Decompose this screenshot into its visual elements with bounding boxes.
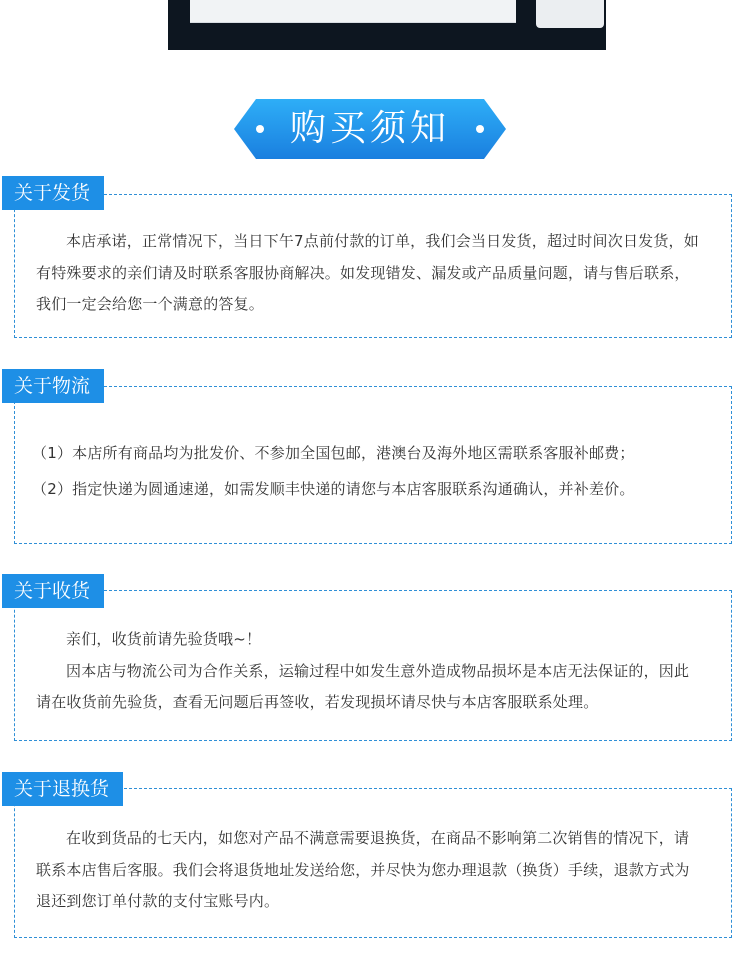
title-dot-right [476, 125, 484, 133]
section-returns-tag: 关于退换货 [2, 772, 123, 806]
title-banner [234, 99, 506, 159]
photo-panel-right [536, 0, 604, 28]
product-photo-fragment [168, 0, 606, 50]
section-receiving-body [36, 624, 700, 719]
page-title: 购买须知 [289, 108, 450, 149]
returns-paragraph: 在收到货品的七天内，如您对产品不满意需要退换货，在商品不影响第二次销售的情况下，请联系本店售后客服。我们会将退货地址发送给您，并尽快为您办理退款（换货）手续，退款方式为退还到您订单付款的支付宝账号内。 [36, 829, 690, 910]
logistics-item-1: （1）本店所有商品均为批发价、不参加全国包邮，港澳台及海外地区需联系客服补邮费； [32, 444, 635, 462]
photo-panel-left [190, 0, 516, 23]
section-receiving [14, 574, 734, 742]
section-shipping [14, 176, 734, 340]
section-logistics-body [32, 435, 696, 507]
receiving-paragraph-2: 因本店与物流公司为合作关系，运输过程中如发生意外造成物品损坏是本店无法保证的，因此请在收货前先验货，查看无问题后再签收，若发现损坏请尽快与本店客服联系处理。 [36, 661, 690, 711]
section-shipping-body [36, 226, 700, 321]
section-returns [14, 772, 734, 940]
section-returns-body [36, 823, 700, 918]
section-shipping-tag: 关于发货 [2, 176, 104, 210]
section-logistics-tag: 关于物流 [2, 369, 104, 403]
section-receiving-tag: 关于收货 [2, 574, 104, 608]
receiving-paragraph-1: 亲们，收货前请先验货哦~！ [66, 630, 262, 648]
logistics-item-2: （2）指定快递为圆通速递，如需发顺丰快递的请您与本店客服联系沟通确认，并补差价。 [32, 480, 635, 498]
shipping-paragraph: 本店承诺，正常情况下，当日下午7点前付款的订单，我们会当日发货，超过时间次日发货，如有特殊要求的亲们请及时联系客服协商解决。如发现错发、漏发或产品质量问题，请与售后联系，我们一定会给您一个满意的答复。 [36, 232, 699, 313]
section-logistics [14, 369, 734, 545]
